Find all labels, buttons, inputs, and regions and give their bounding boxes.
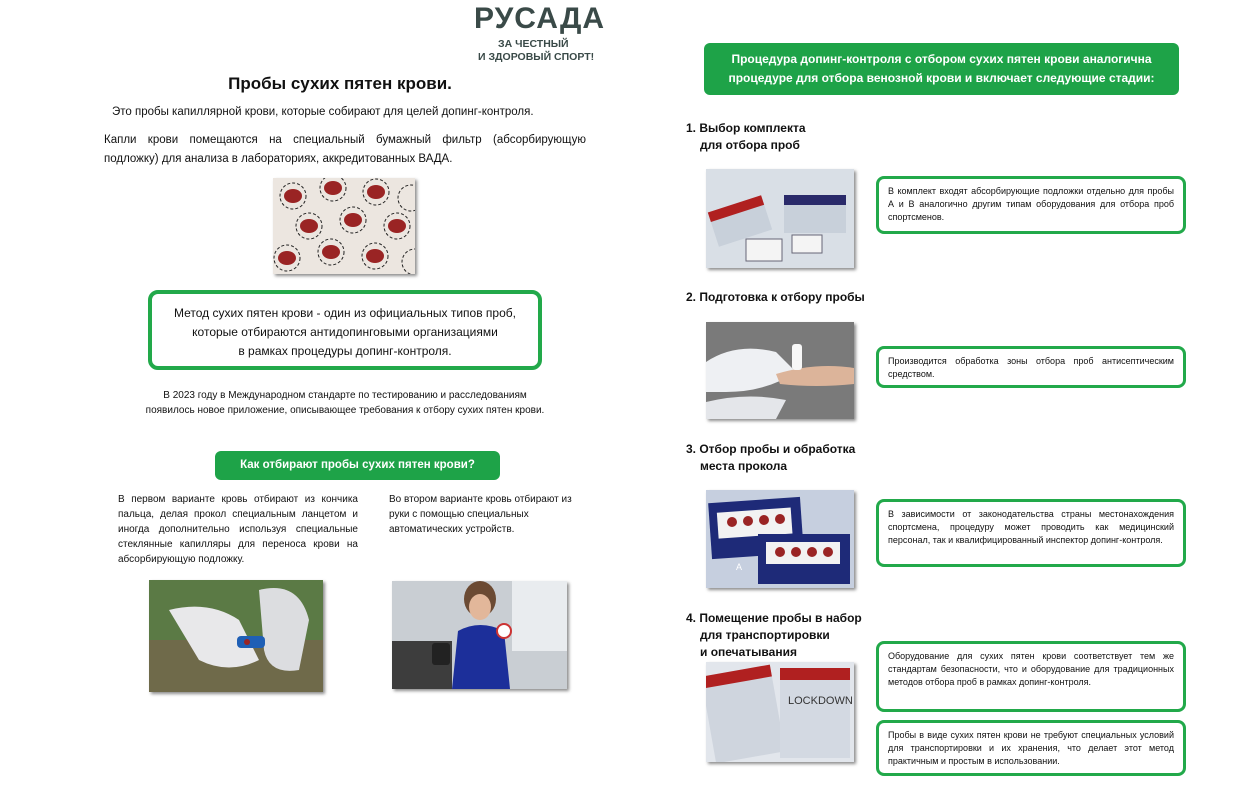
standard-note-line: В 2023 году в Международном стандарте по тестированию и расследованиям: [163, 390, 527, 401]
step-1-note: В комплект входят абсорбирующие подложки отдельно для пробы А и В аналогично другим типам оборудования для отбора проб спортсменов.: [876, 176, 1186, 234]
slogan-line: И ЗДОРОВЫЙ СПОРТ!: [478, 51, 595, 63]
step-1-photo: [706, 169, 854, 268]
step-2-note: Производится обработка зоны отбора проб антисептическим средством.: [876, 346, 1186, 388]
logo-wordmark: РУСАДА: [474, 2, 606, 35]
card-a-label: A: [736, 562, 743, 572]
highlight-line: которые отбираются антидопинговыми организациями: [192, 325, 498, 339]
step-4-title: [686, 610, 862, 661]
antiseptic-illustration: [706, 322, 854, 419]
blood-spots-photo: [273, 178, 415, 274]
method-highlight-box: [148, 290, 542, 370]
transport-bags-illustration: [706, 662, 854, 762]
step-4-note-transport: Пробы в виде сухих пятен крови не требуют специальных условий для транспортировки и их хранения, что делает этот метод практичным и простым в использовании.: [876, 720, 1186, 776]
logo: [474, 2, 606, 35]
step-3-photo: [706, 490, 854, 588]
page-title: Пробы сухих пятен крови.: [228, 74, 452, 93]
step-title-line: и опечатывания: [700, 645, 797, 659]
step-title-line: места прокола: [700, 459, 788, 473]
logo-slogan: [478, 38, 598, 64]
finger-prick-photo: [149, 580, 323, 692]
arm-device-illustration: [392, 581, 567, 689]
blood-spots-illustration: [273, 178, 415, 274]
step-title-line: 3. Отбор пробы и обработка: [686, 442, 856, 456]
step-3-note: В зависимости от законодательства страны местонахождения спортсмена, процедуру может проводить как медицинский персонал, так и квалифицированный инспектор допинг-контроля.: [876, 499, 1186, 567]
intro-paragraph: Это пробы капиллярной крови, которые собирают для целей допинг-контроля.: [112, 106, 534, 118]
step-title-line: 2. Подготовка к отбору пробы: [686, 290, 865, 304]
procedure-banner: [704, 43, 1179, 95]
sample-kit-illustration: [706, 169, 854, 268]
step-2-photo: [706, 322, 854, 419]
step-title-line: для транспортировки: [700, 628, 830, 642]
step-1-title: [686, 120, 806, 154]
sample-cards-illustration: [706, 490, 854, 588]
procedure-banner-line: Процедура допинг-контроля с отбором сухих пятен крови аналогична: [731, 52, 1152, 66]
step-4-note: Оборудование для сухих пятен крови соответствует тем же стандартам безопасности, что и оборудование для традиционных методов отбора проб в рамках допинг-контроля.: [876, 641, 1186, 712]
how-collected-banner: Как отбирают пробы сухих пятен крови?: [215, 451, 500, 480]
step-title-line: 1. Выбор комплекта: [686, 121, 806, 135]
variant1-text: В первом варианте кровь отбирают из кончика пальца, делая прокол специальным ланцетом и иногда дополнительно используя специальные стеклянные капилляры для переноса крови на абсорбирующую подложку.: [118, 494, 358, 565]
highlight-line: Метод сухих пятен крови - один из официальных типов проб,: [174, 306, 516, 320]
slogan-line: ЗА ЧЕСТНЫЙ: [498, 38, 569, 50]
step-2-title: [686, 289, 865, 306]
highlight-line: в рамках процедуры допинг-контроля.: [238, 344, 452, 358]
arm-device-photo: [392, 581, 567, 689]
step-3-title: [686, 441, 855, 475]
step-4-photo: [706, 662, 854, 762]
filter-paragraph: Капли крови помещаются на специальный бумажный фильтр (абсорбирующую подложку) для анализа в лабораториях, аккредитованных ВАДА.: [104, 134, 586, 165]
step-title-line: 4. Помещение пробы в набор: [686, 611, 862, 625]
standard-note: [110, 388, 580, 418]
lockdown-label: LOCKDOWN: [788, 695, 853, 707]
variant2-text: Во втором варианте кровь отбирают из руки с помощью специальных автоматических устройств.: [389, 494, 572, 535]
step-title-line: для отбора проб: [700, 138, 800, 152]
finger-prick-illustration: [149, 580, 323, 692]
procedure-banner-line: процедуре для отбора венозной крови и включает следующие стадии:: [728, 71, 1155, 85]
standard-note-line: появилось новое приложение, описывающее требования к отбору сухих пятен крови.: [145, 405, 545, 416]
